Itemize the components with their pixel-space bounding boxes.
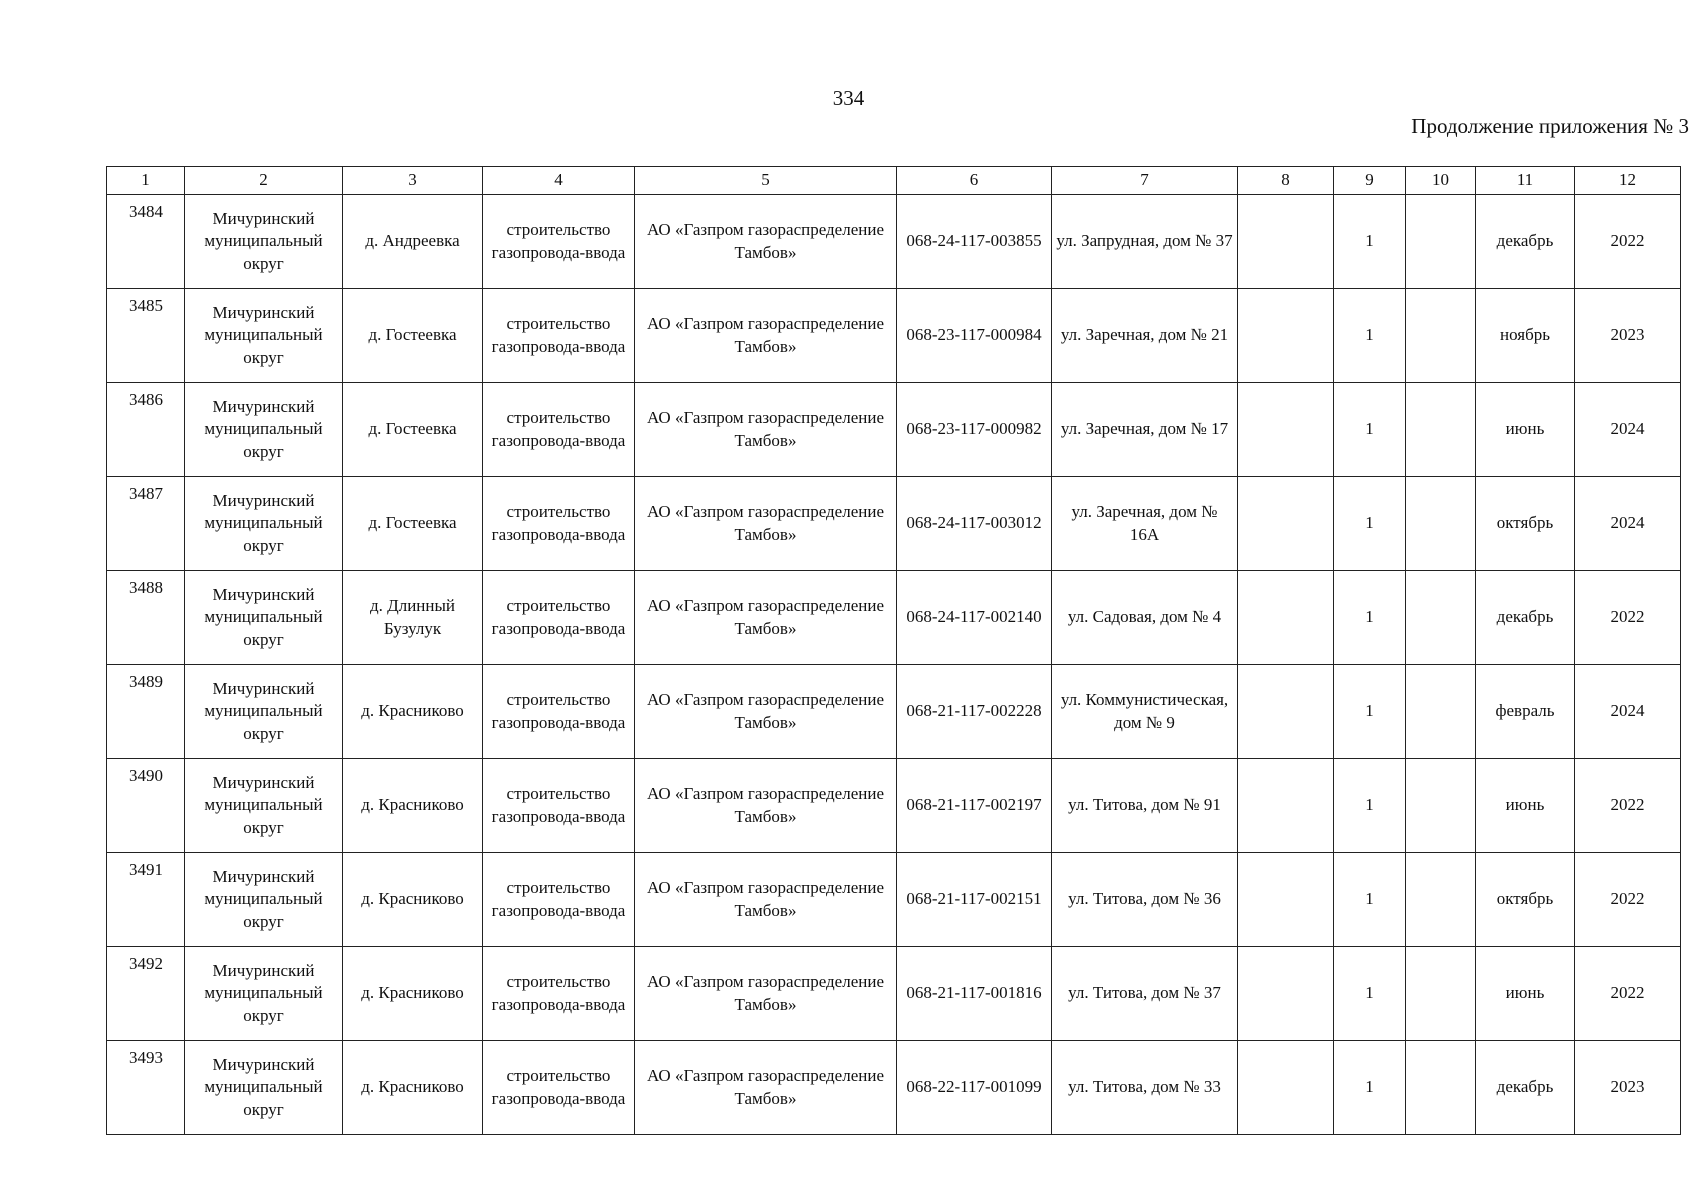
column-10-cell [1406, 759, 1476, 853]
settlement-cell: д. Гостеевка [343, 289, 483, 383]
month-cell: декабрь [1476, 1041, 1575, 1135]
column-header: 11 [1476, 167, 1575, 195]
column-8-cell [1238, 195, 1334, 289]
year-cell: 2022 [1575, 571, 1681, 665]
column-10-cell [1406, 853, 1476, 947]
row-number-cell: 3488 [107, 571, 185, 665]
column-header: 6 [897, 167, 1052, 195]
settlement-cell: д. Андреевка [343, 195, 483, 289]
work-type-cell: строительство газопровода-ввода [483, 947, 635, 1041]
application-number-cell: 068-21-117-002197 [897, 759, 1052, 853]
organization-cell: АО «Газпром газораспределение Тамбов» [635, 665, 897, 759]
table-row [107, 1041, 1681, 1135]
work-type-cell: строительство газопровода-ввода [483, 665, 635, 759]
settlement-cell: д. Красниково [343, 665, 483, 759]
column-header: 8 [1238, 167, 1334, 195]
year-cell: 2024 [1575, 665, 1681, 759]
table-row [107, 947, 1681, 1041]
column-8-cell [1238, 383, 1334, 477]
quantity-cell: 1 [1334, 1041, 1406, 1135]
year-cell: 2023 [1575, 289, 1681, 383]
address-cell: ул. Титова, дом № 37 [1052, 947, 1238, 1041]
address-cell: ул. Садовая, дом № 4 [1052, 571, 1238, 665]
district-cell: Мичуринский муниципальный округ [185, 195, 343, 289]
month-cell: декабрь [1476, 195, 1575, 289]
work-type-cell: строительство газопровода-ввода [483, 477, 635, 571]
row-number-cell: 3487 [107, 477, 185, 571]
settlement-cell: д. Длинный Бузулук [343, 571, 483, 665]
organization-cell: АО «Газпром газораспределение Тамбов» [635, 759, 897, 853]
page-number: 334 [832, 86, 865, 110]
column-10-cell [1406, 195, 1476, 289]
column-header: 10 [1406, 167, 1476, 195]
column-header: 4 [483, 167, 635, 195]
application-number-cell: 068-24-117-002140 [897, 571, 1052, 665]
application-number-cell: 068-21-117-002228 [897, 665, 1052, 759]
year-cell: 2024 [1575, 383, 1681, 477]
column-8-cell [1238, 665, 1334, 759]
work-type-cell: строительство газопровода-ввода [483, 571, 635, 665]
settlement-cell: д. Красниково [343, 853, 483, 947]
organization-cell: АО «Газпром газораспределение Тамбов» [635, 289, 897, 383]
quantity-cell: 1 [1334, 195, 1406, 289]
table-row [107, 289, 1681, 383]
work-type-cell: строительство газопровода-ввода [483, 1041, 635, 1135]
work-type-cell: строительство газопровода-ввода [483, 383, 635, 477]
column-header: 12 [1575, 167, 1681, 195]
settlement-cell: д. Красниково [343, 1041, 483, 1135]
column-header: 1 [107, 167, 185, 195]
address-cell: ул. Запрудная, дом № 37 [1052, 195, 1238, 289]
application-number-cell: 068-23-117-000982 [897, 383, 1052, 477]
organization-cell: АО «Газпром газораспределение Тамбов» [635, 195, 897, 289]
district-cell: Мичуринский муниципальный округ [185, 383, 343, 477]
district-cell: Мичуринский муниципальный округ [185, 477, 343, 571]
district-cell: Мичуринский муниципальный округ [185, 759, 343, 853]
column-8-cell [1238, 477, 1334, 571]
row-number-cell: 3485 [107, 289, 185, 383]
column-10-cell [1406, 289, 1476, 383]
column-10-cell [1406, 383, 1476, 477]
appendix-title: Продолжение приложения № 3 [1411, 114, 1689, 138]
quantity-cell: 1 [1334, 477, 1406, 571]
year-cell: 2024 [1575, 477, 1681, 571]
column-10-cell [1406, 947, 1476, 1041]
year-cell: 2022 [1575, 759, 1681, 853]
table-row [107, 571, 1681, 665]
column-10-cell [1406, 571, 1476, 665]
month-cell: июнь [1476, 947, 1575, 1041]
row-number-cell: 3490 [107, 759, 185, 853]
column-10-cell [1406, 1041, 1476, 1135]
month-cell: октябрь [1476, 477, 1575, 571]
column-header: 9 [1334, 167, 1406, 195]
organization-cell: АО «Газпром газораспределение Тамбов» [635, 383, 897, 477]
column-8-cell [1238, 1041, 1334, 1135]
row-number-cell: 3493 [107, 1041, 185, 1135]
table-row [107, 477, 1681, 571]
organization-cell: АО «Газпром газораспределение Тамбов» [635, 1041, 897, 1135]
organization-cell: АО «Газпром газораспределение Тамбов» [635, 477, 897, 571]
settlement-cell: д. Красниково [343, 759, 483, 853]
table-row [107, 195, 1681, 289]
settlement-cell: д. Гостеевка [343, 383, 483, 477]
month-cell: октябрь [1476, 853, 1575, 947]
column-header: 5 [635, 167, 897, 195]
quantity-cell: 1 [1334, 759, 1406, 853]
year-cell: 2023 [1575, 1041, 1681, 1135]
district-cell: Мичуринский муниципальный округ [185, 853, 343, 947]
column-10-cell [1406, 665, 1476, 759]
settlement-cell: д. Гостеевка [343, 477, 483, 571]
row-number-cell: 3484 [107, 195, 185, 289]
year-cell: 2022 [1575, 853, 1681, 947]
work-type-cell: строительство газопровода-ввода [483, 195, 635, 289]
application-number-cell: 068-22-117-001099 [897, 1041, 1052, 1135]
month-cell: ноябрь [1476, 289, 1575, 383]
quantity-cell: 1 [1334, 665, 1406, 759]
table-row [107, 383, 1681, 477]
settlement-cell: д. Красниково [343, 947, 483, 1041]
row-number-cell: 3491 [107, 853, 185, 947]
quantity-cell: 1 [1334, 289, 1406, 383]
column-header: 7 [1052, 167, 1238, 195]
table-row [107, 665, 1681, 759]
application-number-cell: 068-23-117-000984 [897, 289, 1052, 383]
column-10-cell [1406, 477, 1476, 571]
month-cell: июнь [1476, 383, 1575, 477]
district-cell: Мичуринский муниципальный округ [185, 289, 343, 383]
address-cell: ул. Титова, дом № 36 [1052, 853, 1238, 947]
quantity-cell: 1 [1334, 947, 1406, 1041]
column-number-row [107, 167, 1681, 195]
month-cell: декабрь [1476, 571, 1575, 665]
year-cell: 2022 [1575, 947, 1681, 1041]
month-cell: июнь [1476, 759, 1575, 853]
column-8-cell [1238, 289, 1334, 383]
column-8-cell [1238, 571, 1334, 665]
month-cell: февраль [1476, 665, 1575, 759]
quantity-cell: 1 [1334, 571, 1406, 665]
address-cell: ул. Титова, дом № 33 [1052, 1041, 1238, 1135]
address-cell: ул. Заречная, дом № 21 [1052, 289, 1238, 383]
quantity-cell: 1 [1334, 383, 1406, 477]
table-row [107, 759, 1681, 853]
column-8-cell [1238, 947, 1334, 1041]
work-type-cell: строительство газопровода-ввода [483, 853, 635, 947]
address-cell: ул. Заречная, дом № 16А [1052, 477, 1238, 571]
organization-cell: АО «Газпром газораспределение Тамбов» [635, 947, 897, 1041]
district-cell: Мичуринский муниципальный округ [185, 571, 343, 665]
work-type-cell: строительство газопровода-ввода [483, 759, 635, 853]
table-row [107, 853, 1681, 947]
quantity-cell: 1 [1334, 853, 1406, 947]
organization-cell: АО «Газпром газораспределение Тамбов» [635, 853, 897, 947]
work-type-cell: строительство газопровода-ввода [483, 289, 635, 383]
column-8-cell [1238, 759, 1334, 853]
application-number-cell: 068-21-117-002151 [897, 853, 1052, 947]
address-cell: ул. Коммунистическая, дом № 9 [1052, 665, 1238, 759]
year-cell: 2022 [1575, 195, 1681, 289]
registry-table [106, 166, 1681, 1135]
district-cell: Мичуринский муниципальный округ [185, 947, 343, 1041]
column-header: 3 [343, 167, 483, 195]
application-number-cell: 068-21-117-001816 [897, 947, 1052, 1041]
district-cell: Мичуринский муниципальный округ [185, 665, 343, 759]
row-number-cell: 3492 [107, 947, 185, 1041]
organization-cell: АО «Газпром газораспределение Тамбов» [635, 571, 897, 665]
table-body [107, 195, 1681, 1135]
column-header: 2 [185, 167, 343, 195]
district-cell: Мичуринский муниципальный округ [185, 1041, 343, 1135]
row-number-cell: 3486 [107, 383, 185, 477]
address-cell: ул. Заречная, дом № 17 [1052, 383, 1238, 477]
application-number-cell: 068-24-117-003012 [897, 477, 1052, 571]
column-8-cell [1238, 853, 1334, 947]
address-cell: ул. Титова, дом № 91 [1052, 759, 1238, 853]
row-number-cell: 3489 [107, 665, 185, 759]
application-number-cell: 068-24-117-003855 [897, 195, 1052, 289]
